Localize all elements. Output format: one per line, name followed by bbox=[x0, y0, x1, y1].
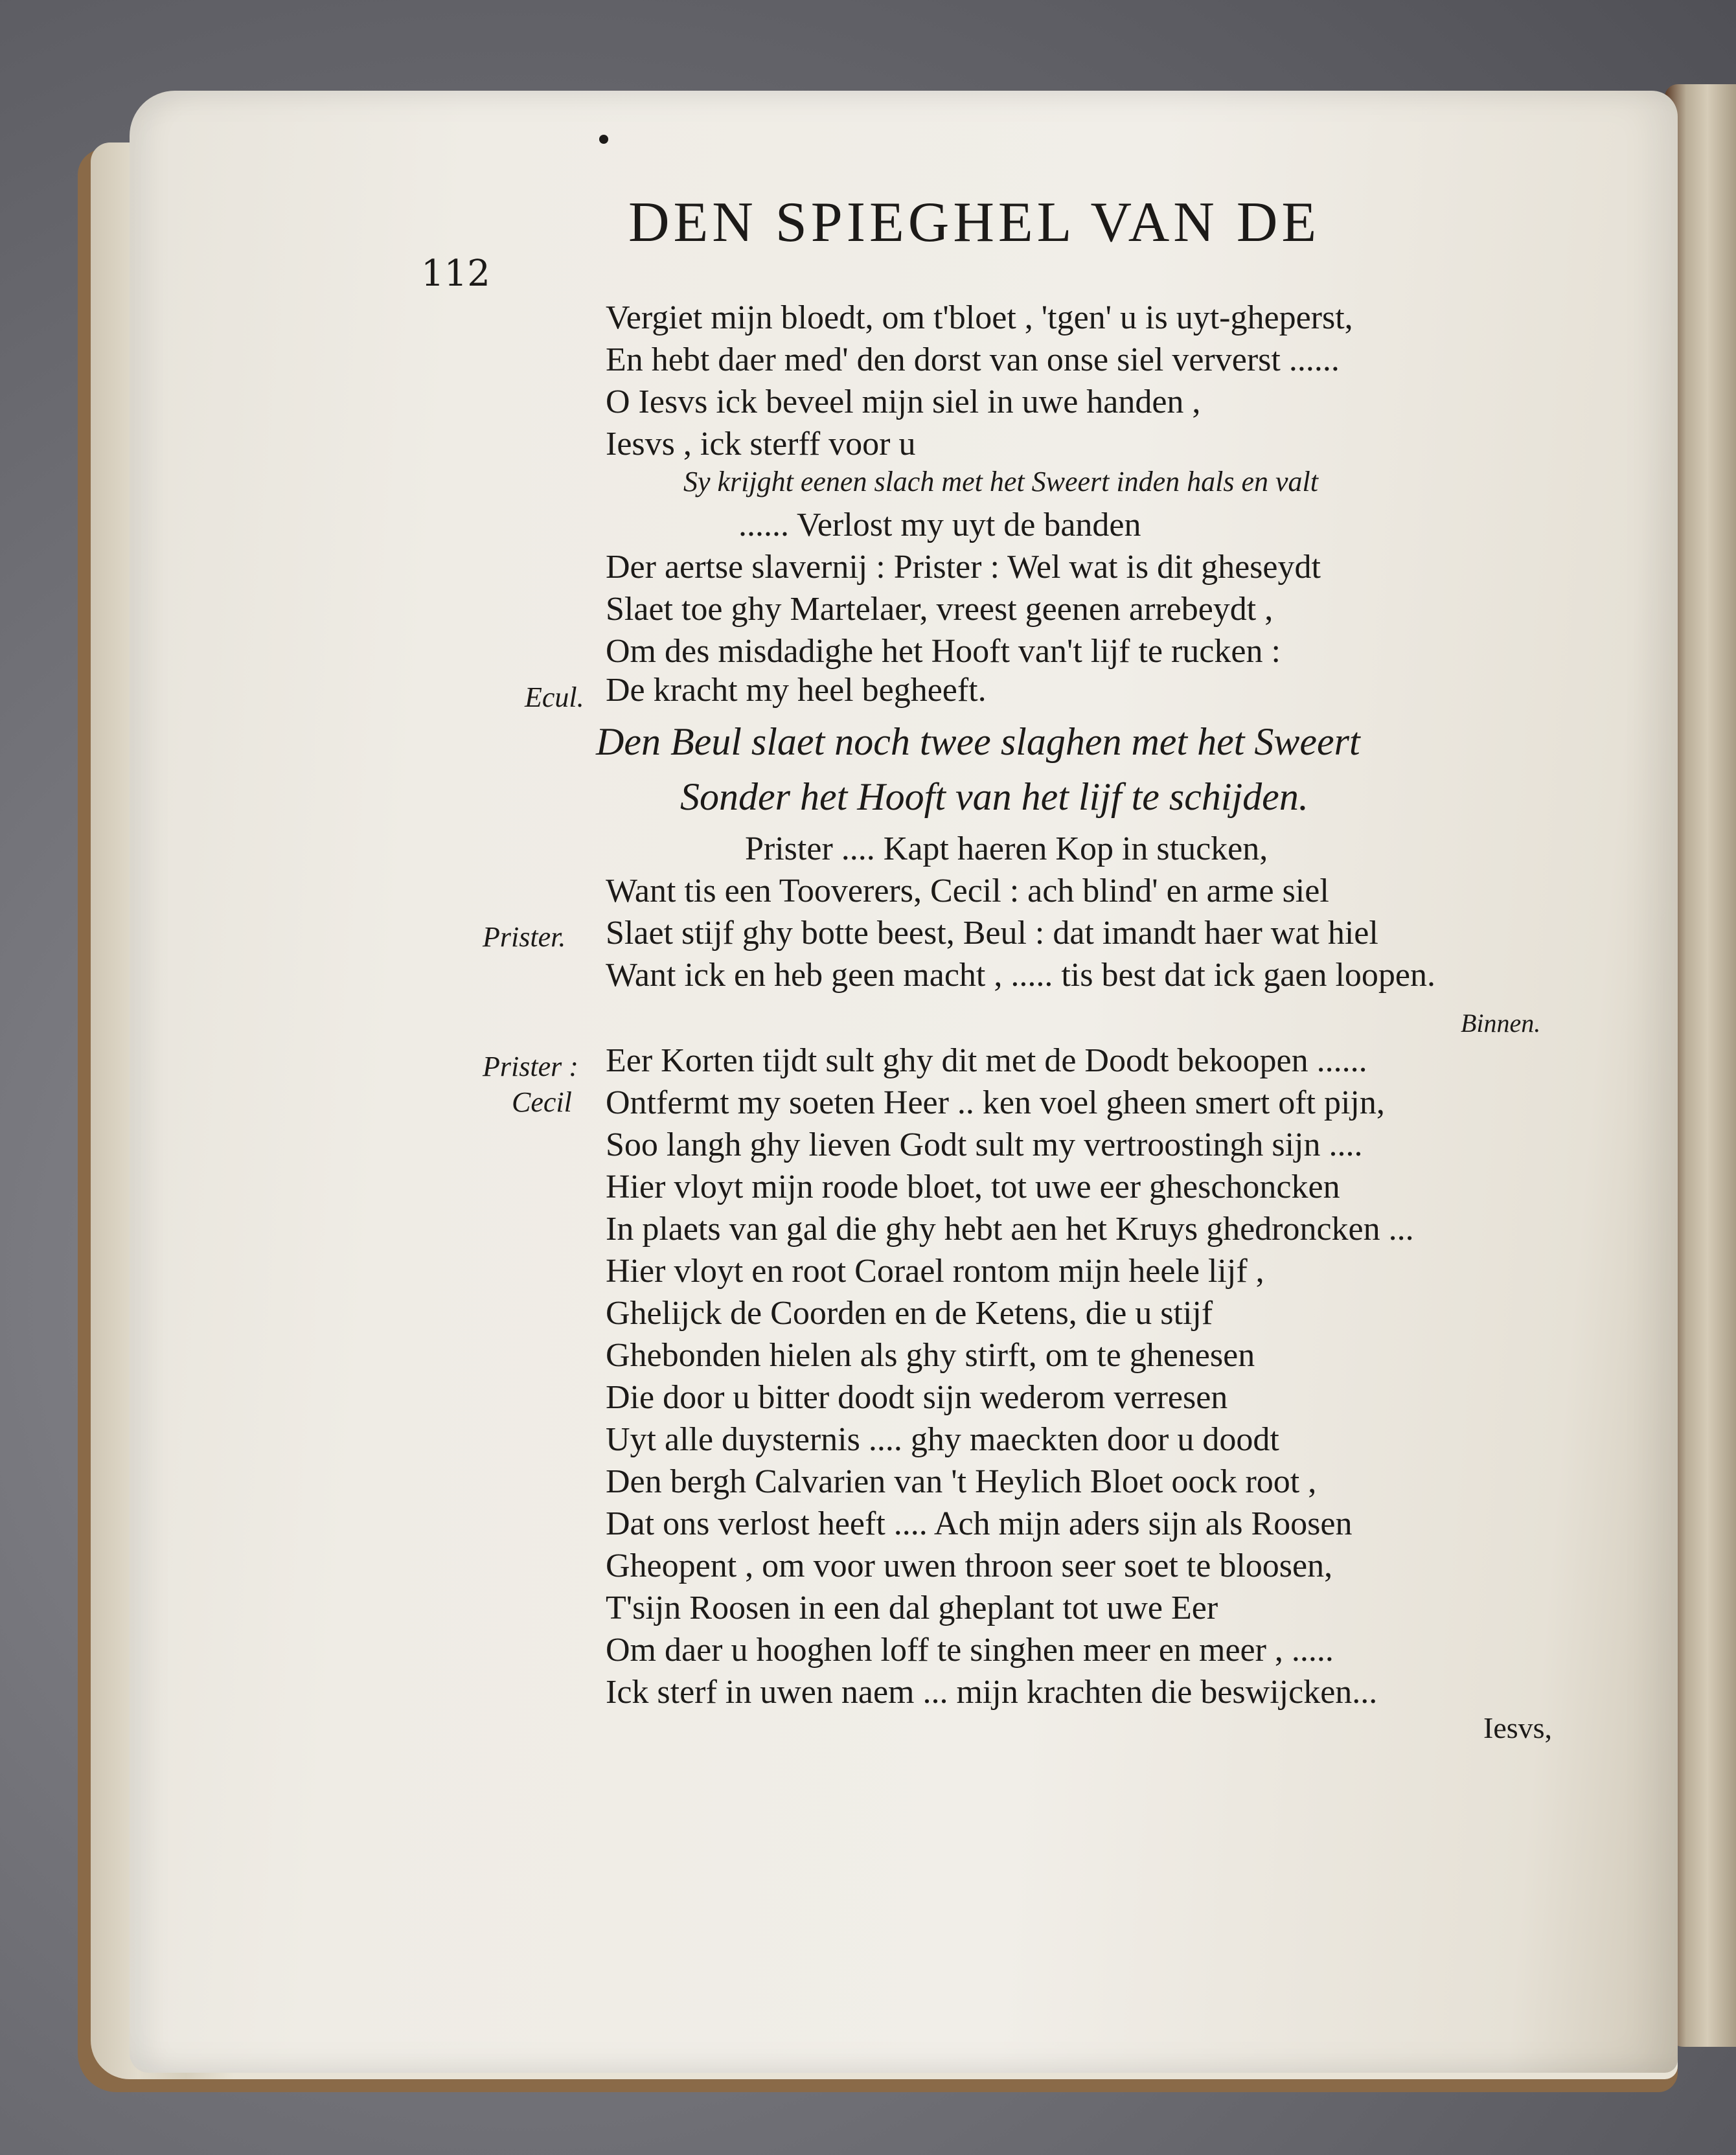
verse-line: Want tis een Tooverers, Cecil : ach blind' en arme siel bbox=[606, 872, 1329, 909]
verse-line: En hebt daer med' den dorst van onse siel ververst ...... bbox=[606, 341, 1340, 378]
printer-mark bbox=[599, 135, 608, 144]
verse-line: Die door u bitter doodt sijn wederom verresen bbox=[606, 1379, 1228, 1416]
verse-line: Ghelijck de Coorden en de Ketens, die u stijf bbox=[606, 1295, 1213, 1332]
verse-line: Der aertse slavernij : Prister : Wel wat is dit gheseydt bbox=[606, 549, 1321, 586]
verse-line: De kracht my heel begheeft. bbox=[606, 672, 987, 709]
stage-direction: Sonder het Hooft van het lijf te schijden. bbox=[680, 775, 1308, 818]
verse-line: Om daer u hooghen loff te singhen meer en meer , ..... bbox=[606, 1632, 1334, 1669]
speaker-label: Prister : bbox=[483, 1051, 578, 1082]
verse-line: Prister .... Kapt haeren Kop in stucken, bbox=[745, 830, 1268, 867]
verse-line: Om des misdadighe het Hooft van't lijf te rucken : bbox=[606, 633, 1281, 670]
verse-line: Ick sterf in uwen naem ... mijn krachten die beswijcken... bbox=[606, 1674, 1378, 1711]
speaker-label: Ecul. bbox=[525, 681, 584, 713]
verse-line: Uyt alle duysternis .... ghy maeckten door u doodt bbox=[606, 1421, 1279, 1458]
verse-line: Hier vloyt en root Corael rontom mijn heele lijf , bbox=[606, 1253, 1264, 1290]
speaker-label: Cecil bbox=[512, 1086, 572, 1118]
stage-direction: Sy krijght eenen slach met het Sweert inden hals en valt bbox=[683, 466, 1318, 497]
page-number: 112 bbox=[421, 253, 490, 295]
verse-line: Hier vloyt mijn roode bloet, tot uwe eer gheschoncken bbox=[606, 1169, 1340, 1205]
speaker-label: Prister. bbox=[483, 921, 566, 953]
verse-line: Eer Korten tijdt sult ghy dit met de Doodt bekoopen ...... bbox=[606, 1042, 1367, 1079]
verse-line: Slaet stijf ghy botte beest, Beul : dat imandt haer wat hiel bbox=[606, 915, 1378, 952]
verse-line: Soo langh ghy lieven Godt sult my vertroostingh sijn .... bbox=[606, 1126, 1363, 1163]
verse-line: T'sijn Roosen in een dal gheplant tot uwe Eer bbox=[606, 1590, 1218, 1626]
verse-line: Dat ons verlost heeft .... Ach mijn aders sijn als Roosen bbox=[606, 1505, 1353, 1542]
verse-line: Gheopent , om voor uwen throon seer soet te bloosen, bbox=[606, 1547, 1333, 1584]
verse-line: Den bergh Calvarien van 't Heylich Bloet oock root , bbox=[606, 1463, 1317, 1500]
verse-line: O Iesvs ick beveel mijn siel in uwe handen , bbox=[606, 383, 1201, 420]
verse-line: In plaets van gal die ghy hebt aen het Kruys ghedroncken ... bbox=[606, 1211, 1414, 1248]
verse-line: Slaet toe ghy Martelaer, vreest geenen arrebeydt , bbox=[606, 591, 1273, 628]
verse-line: Ghebonden hielen als ghy stirft, om te ghenesen bbox=[606, 1337, 1255, 1374]
stage-direction: Binnen. bbox=[1461, 1009, 1541, 1038]
stage-direction: Den Beul slaet noch twee slaghen met het Sweert bbox=[596, 720, 1360, 763]
verse-line: Ontfermt my soeten Heer .. ken voel gheen smert oft pijn, bbox=[606, 1084, 1385, 1121]
verse-line: Vergiet mijn bloedt, om t'bloet , 'tgen' u is uyt-gheperst, bbox=[606, 299, 1353, 336]
verse-line: ...... Verlost my uyt de banden bbox=[738, 507, 1141, 543]
catchword: Iesvs, bbox=[1483, 1711, 1553, 1744]
running-head: DEN SPIEGHEL VAN DE bbox=[628, 191, 1321, 254]
verse-line: Iesvs , ick sterff voor u bbox=[606, 426, 916, 462]
verse-line: Want ick en heb geen macht , ..... tis best dat ick gaen loopen. bbox=[606, 957, 1435, 994]
